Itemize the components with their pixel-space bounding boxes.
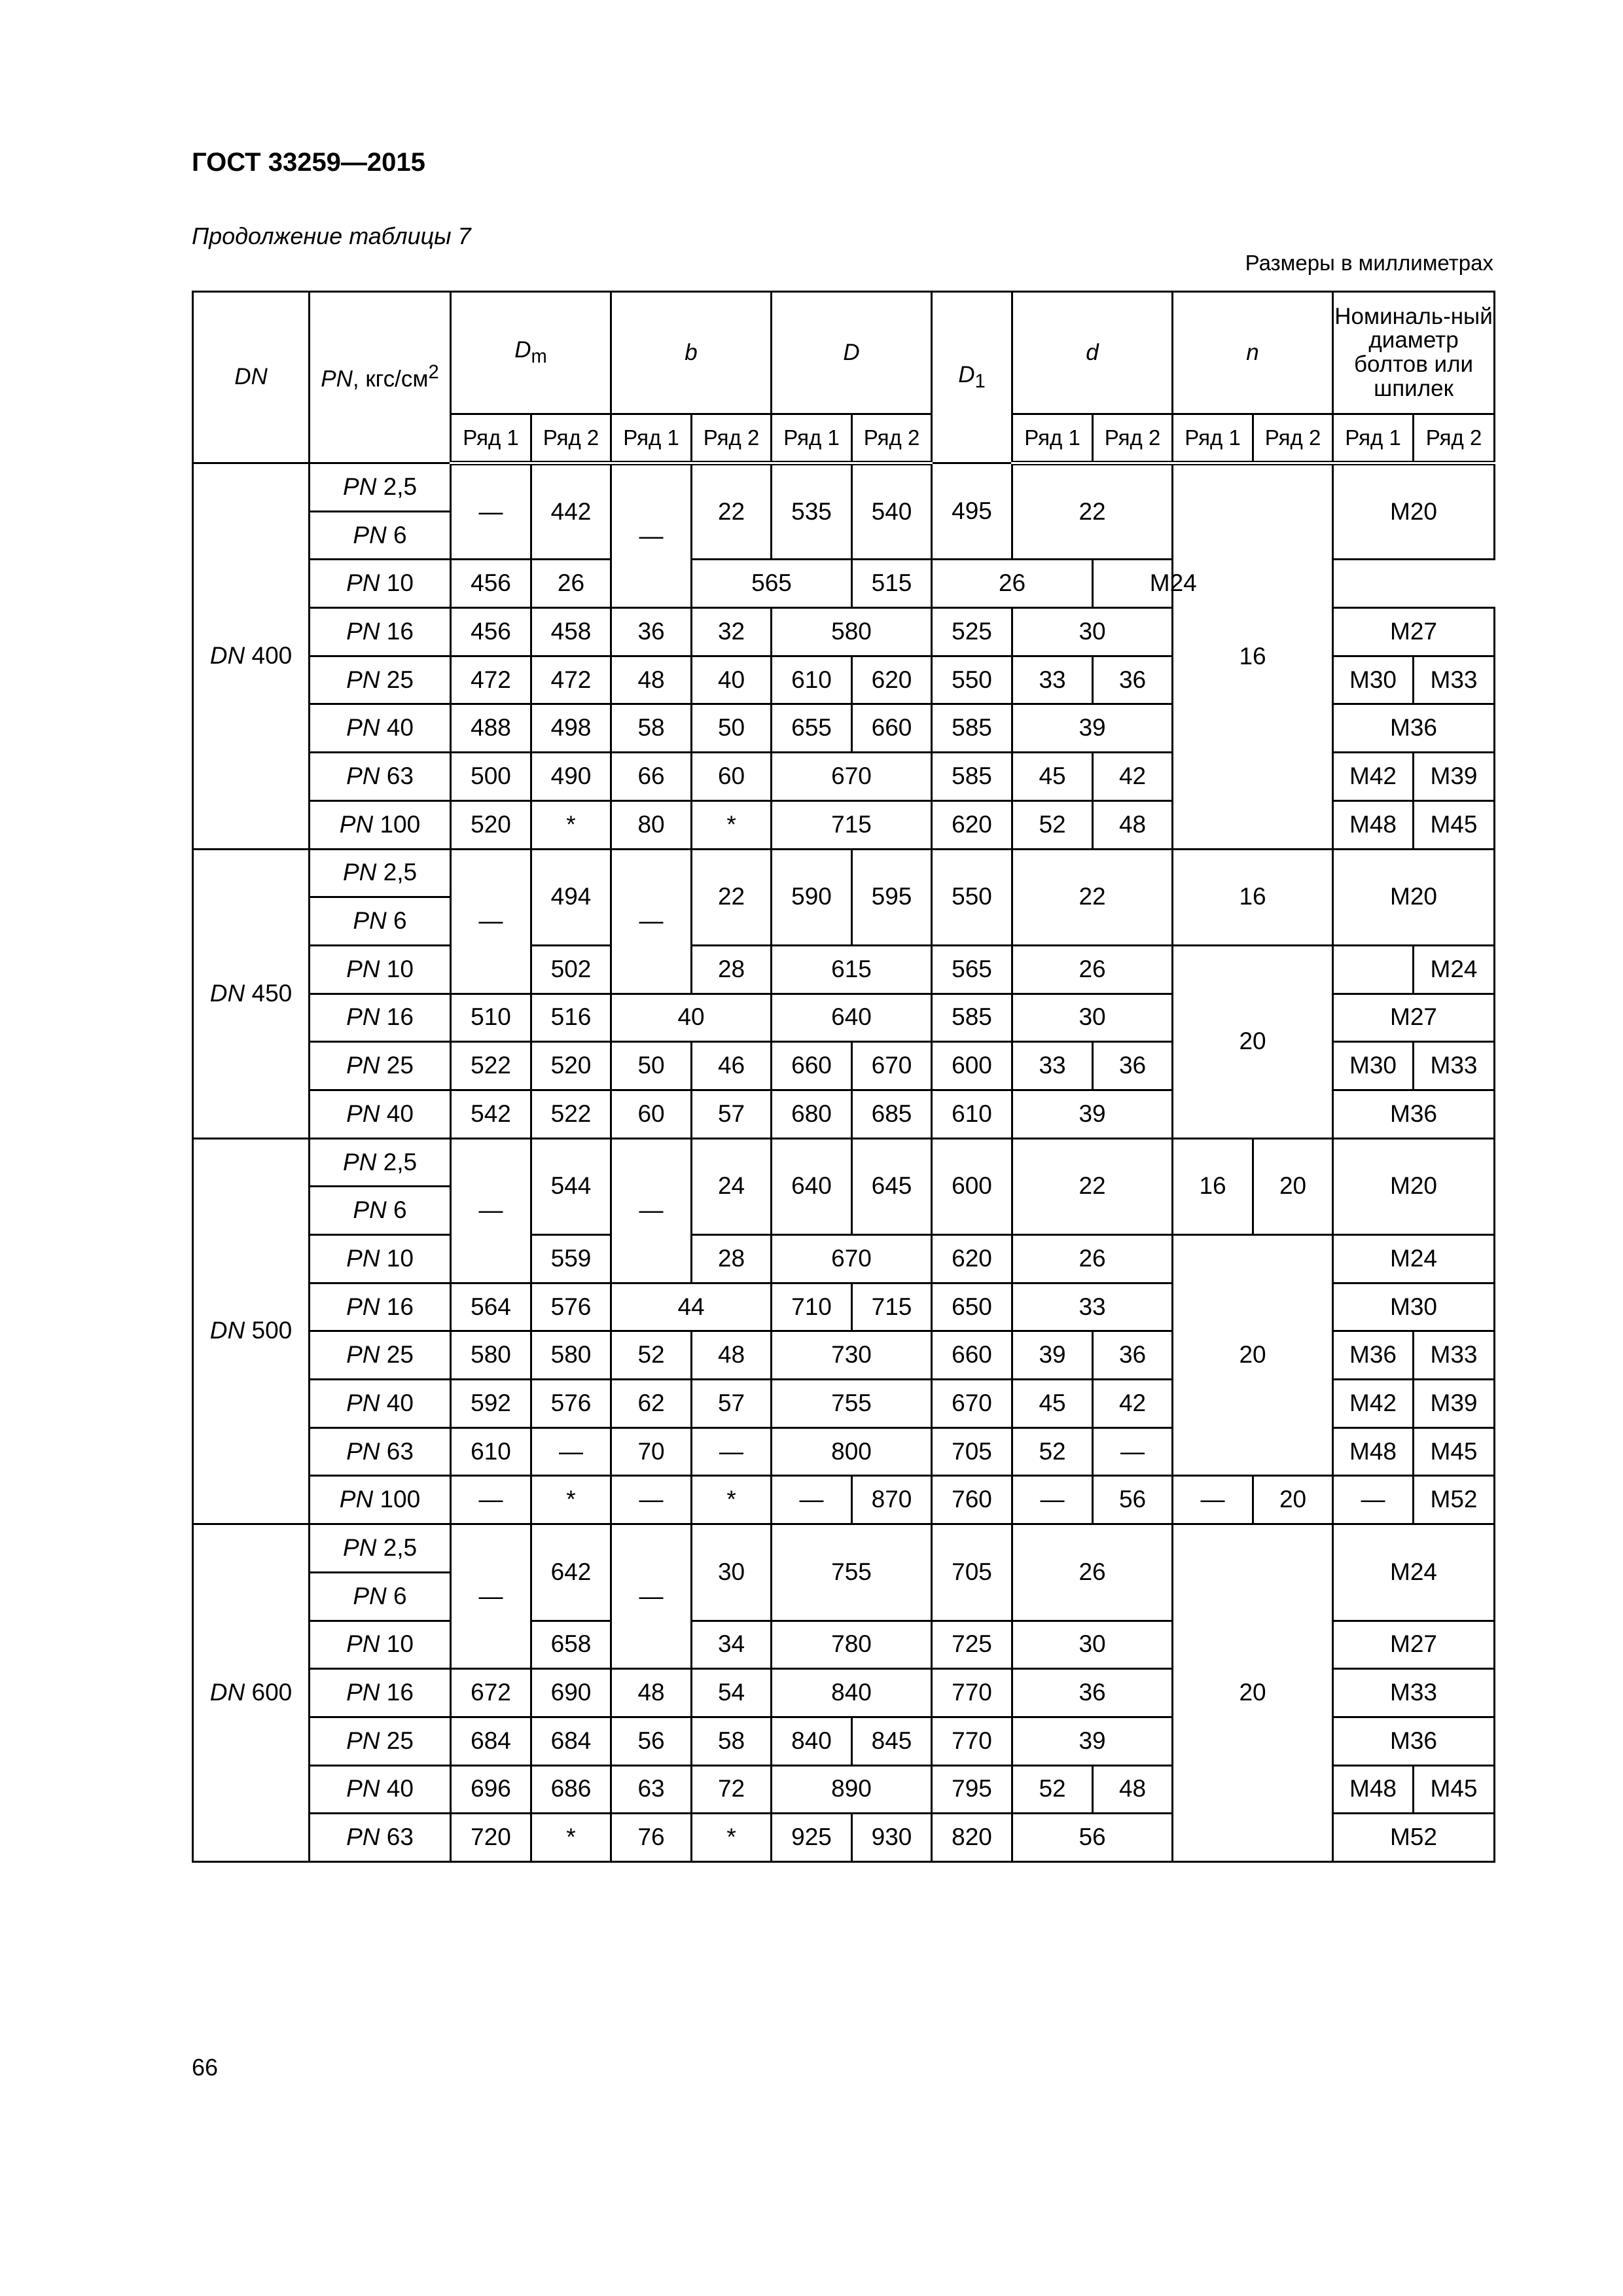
table-cell: 670 <box>772 1235 932 1283</box>
table-cell: * <box>692 800 772 849</box>
flange-dimensions-table <box>192 291 1495 1863</box>
table-cell: — <box>611 1524 692 1669</box>
table-cell: 725 <box>932 1621 1012 1669</box>
table-cell: 33 <box>1012 1283 1173 1331</box>
table-body <box>193 463 1495 1862</box>
table-cell: 760 <box>932 1476 1012 1524</box>
table-cell: 48 <box>611 1669 692 1717</box>
table-cell: — <box>772 1476 852 1524</box>
table-cell: 696 <box>451 1765 531 1814</box>
table-cell: M42 <box>1333 1380 1414 1428</box>
table-cell: 39 <box>1012 1331 1093 1380</box>
pn-cell: PN 2,5 <box>310 1524 451 1573</box>
table-cell: 620 <box>852 656 932 704</box>
table-cell: 442 <box>531 463 611 560</box>
table-cell: 56 <box>1093 1476 1173 1524</box>
table-cell: 684 <box>531 1717 611 1765</box>
table-cell: 488 <box>451 704 531 753</box>
table-cell: 670 <box>772 753 932 801</box>
table-cell: 890 <box>772 1765 932 1814</box>
table-cell: 36 <box>1093 1042 1173 1090</box>
table-row <box>193 463 1495 512</box>
table-cell: 520 <box>451 800 531 849</box>
table-cell: M48 <box>1333 1427 1414 1476</box>
table-row <box>193 1524 1495 1573</box>
table-cell: 615 <box>772 945 932 994</box>
table-cell: 76 <box>611 1814 692 1862</box>
table-cell: 48 <box>1093 800 1173 849</box>
table-cell: 36 <box>1093 1331 1173 1380</box>
table-cell: 22 <box>1012 849 1173 945</box>
pn-cell: PN 10 <box>310 1235 451 1283</box>
table-cell: 20 <box>1253 1476 1333 1524</box>
table-row <box>193 849 1495 897</box>
table-cell: 645 <box>852 1138 932 1234</box>
table-cell: 670 <box>932 1380 1012 1428</box>
table-cell: 472 <box>531 656 611 704</box>
table-cell: M20 <box>1333 849 1495 945</box>
table-cell: 22 <box>1012 1138 1173 1234</box>
table-cell: M27 <box>1333 608 1495 656</box>
table-cell: 498 <box>531 704 611 753</box>
table-cell: 456 <box>451 608 531 656</box>
header-row1: Ряд 1 <box>611 414 692 463</box>
table-row <box>193 1476 1495 1524</box>
table-cell: M33 <box>1414 1042 1495 1090</box>
table-cell: 595 <box>852 849 932 945</box>
table-cell: 580 <box>772 608 932 656</box>
table-cell: 30 <box>1012 608 1173 656</box>
table-cell: 540 <box>852 463 932 560</box>
table-cell: 520 <box>531 1042 611 1090</box>
table-cell: 925 <box>772 1814 852 1862</box>
table-cell: 600 <box>932 1138 1012 1234</box>
table-cell: * <box>692 1476 772 1524</box>
table-cell: 660 <box>932 1331 1012 1380</box>
table-cell: M30 <box>1333 656 1414 704</box>
table-cell: 72 <box>692 1765 772 1814</box>
table-cell: 22 <box>1012 463 1173 560</box>
table-cell: 30 <box>692 1524 772 1621</box>
table-cell: 20 <box>1253 1138 1333 1234</box>
table-cell: 48 <box>611 656 692 704</box>
table-cell: — <box>1093 1427 1173 1476</box>
header-row2: Ряд 2 <box>692 414 772 463</box>
table-cell: 660 <box>852 704 932 753</box>
table-cell: 33 <box>1012 656 1093 704</box>
table-cell: 20 <box>1173 1235 1333 1476</box>
table-cell: 46 <box>692 1042 772 1090</box>
table-cell: 500 <box>451 753 531 801</box>
table-cell: M36 <box>1333 1090 1495 1138</box>
table-cell: 40 <box>611 994 772 1042</box>
header-d1: $D_1$ <box>932 292 1012 463</box>
header-dn: DN <box>193 292 310 463</box>
table-cell: 800 <box>772 1427 932 1476</box>
table-cell: M24 <box>1414 945 1495 994</box>
table-cell: 580 <box>451 1331 531 1380</box>
table-cell: 42 <box>1093 753 1173 801</box>
table-cell: 715 <box>772 800 932 849</box>
table-cell: 755 <box>772 1380 932 1428</box>
pn-cell: PN 2,5 <box>310 1138 451 1187</box>
table-cell: M36 <box>1333 704 1495 753</box>
table-cell: 685 <box>852 1090 932 1138</box>
table-cell: 48 <box>692 1331 772 1380</box>
table-cell: 620 <box>932 1235 1012 1283</box>
table-cell: 516 <box>531 994 611 1042</box>
table-cell: 502 <box>531 945 611 994</box>
table-cell: 535 <box>772 463 852 560</box>
table-cell: 780 <box>772 1621 932 1669</box>
table-cell: * <box>531 800 611 849</box>
table-cell: 620 <box>932 800 1012 849</box>
table-cell: M45 <box>1414 1765 1495 1814</box>
table-cell: 63 <box>611 1765 692 1814</box>
table-cell: 20 <box>1173 1524 1333 1862</box>
table-cell: 680 <box>772 1090 852 1138</box>
table-cell: 24 <box>692 1138 772 1234</box>
table-cell: 515 <box>852 560 932 608</box>
table-cell: 26 <box>1012 1524 1173 1621</box>
table-cell: 820 <box>932 1814 1012 1862</box>
table-cell: 28 <box>692 945 772 994</box>
table-cell: M30 <box>1333 1042 1414 1090</box>
pn-cell: PN 6 <box>310 897 451 946</box>
table-cell: M48 <box>1333 800 1414 849</box>
pn-cell: PN 25 <box>310 1331 451 1380</box>
table-cell: 870 <box>852 1476 932 1524</box>
table-cell: 690 <box>531 1669 611 1717</box>
table-cell: 510 <box>451 994 531 1042</box>
table-cell: M42 <box>1333 753 1414 801</box>
table-cell: 494 <box>531 849 611 945</box>
table-cell: M27 <box>1333 1621 1495 1669</box>
pn-cell: PN 10 <box>310 560 451 608</box>
table-cell: 36 <box>611 608 692 656</box>
table-cell: — <box>531 1427 611 1476</box>
table-cell: M20 <box>1333 463 1495 560</box>
table-row <box>193 1138 1495 1187</box>
table-cell: M45 <box>1414 800 1495 849</box>
page-number: 66 <box>192 2054 219 2081</box>
pn-cell: PN 40 <box>310 704 451 753</box>
pn-cell: PN 40 <box>310 1090 451 1138</box>
table-cell: 39 <box>1012 704 1173 753</box>
table-cell: 576 <box>531 1283 611 1331</box>
table-cell: 36 <box>1093 656 1173 704</box>
table-cell: 44 <box>611 1283 772 1331</box>
table-cell: — <box>451 463 531 560</box>
table-cell: — <box>451 849 531 994</box>
table-cell: 658 <box>531 1621 611 1669</box>
header-bolt-diameter: Номиналь-ный диаметр болтов или шпилек <box>1333 292 1495 414</box>
table-cell: 30 <box>1012 1621 1173 1669</box>
table-cell: M27 <box>1333 994 1495 1042</box>
pn-cell: PN 63 <box>310 753 451 801</box>
table-cell: — <box>1333 1476 1414 1524</box>
table-cell: 60 <box>611 1090 692 1138</box>
table-cell: 36 <box>1012 1669 1173 1717</box>
pn-cell: PN 100 <box>310 1476 451 1524</box>
table-cell: 490 <box>531 753 611 801</box>
table-cell <box>1333 945 1414 994</box>
header-b: b <box>611 292 772 414</box>
table-cell: 672 <box>451 1669 531 1717</box>
table-cell: — <box>611 1138 692 1283</box>
table-cell: 642 <box>531 1524 611 1621</box>
table-cell: 50 <box>692 704 772 753</box>
table-cell: 26 <box>932 560 1093 608</box>
header-row1: Ряд 1 <box>1333 414 1414 463</box>
table-cell: 840 <box>772 1717 852 1765</box>
table-cell: 40 <box>692 656 772 704</box>
table-cell: 585 <box>932 704 1012 753</box>
table-cell: 456 <box>451 560 531 608</box>
table-cell: 565 <box>932 945 1012 994</box>
table-cell: 705 <box>932 1427 1012 1476</box>
table-cell: 57 <box>692 1090 772 1138</box>
header-row1: Ряд 1 <box>772 414 852 463</box>
table-cell: — <box>611 463 692 608</box>
table-cell: M33 <box>1333 1669 1495 1717</box>
table-cell: 550 <box>932 849 1012 945</box>
table-cell: 755 <box>772 1524 932 1621</box>
table-cell: 52 <box>1012 800 1093 849</box>
table-row <box>193 945 1495 994</box>
table-cell: 33 <box>1012 1042 1093 1090</box>
pn-cell: PN 100 <box>310 800 451 849</box>
table-cell: 640 <box>772 994 932 1042</box>
table-cell: 795 <box>932 1765 1012 1814</box>
table-cell: 580 <box>531 1331 611 1380</box>
table-cell: 26 <box>531 560 611 608</box>
table-cell: 32 <box>692 608 772 656</box>
table-cell: 670 <box>852 1042 932 1090</box>
header-row2: Ряд 2 <box>1253 414 1333 463</box>
table-cell: — <box>611 1476 692 1524</box>
table-cell: 16 <box>1173 849 1333 945</box>
pn-cell: PN 63 <box>310 1427 451 1476</box>
pn-cell: PN 2,5 <box>310 463 451 512</box>
table-cell: M33 <box>1414 656 1495 704</box>
table-cell: M48 <box>1333 1765 1414 1814</box>
table-cell: M39 <box>1414 753 1495 801</box>
pn-cell: PN 2,5 <box>310 849 451 897</box>
table-cell: M45 <box>1414 1427 1495 1476</box>
table-cell: 39 <box>1012 1717 1173 1765</box>
table-cell: 610 <box>932 1090 1012 1138</box>
table-cell: M30 <box>1333 1283 1495 1331</box>
table-cell: * <box>692 1814 772 1862</box>
pn-cell: PN 25 <box>310 1042 451 1090</box>
pn-cell: PN 16 <box>310 1283 451 1331</box>
table-cell: 525 <box>932 608 1012 656</box>
table-cell: 472 <box>451 656 531 704</box>
header-d-outer: D <box>772 292 932 414</box>
table-cell: M24 <box>1093 560 1253 608</box>
table-cell: 70 <box>611 1427 692 1476</box>
dn-cell: DN 400 <box>193 463 310 850</box>
header-row1: Ряд 1 <box>451 414 531 463</box>
header-row1: Ряд 1 <box>1173 414 1253 463</box>
table-cell: M33 <box>1414 1331 1495 1380</box>
table-cell: M39 <box>1414 1380 1495 1428</box>
table-cell: 52 <box>1012 1765 1093 1814</box>
table-cell: 710 <box>772 1283 852 1331</box>
table-cell: 45 <box>1012 1380 1093 1428</box>
table-cell: 48 <box>1093 1765 1173 1814</box>
table-header <box>193 292 1495 463</box>
header-row2: Ряд 2 <box>1093 414 1173 463</box>
table-row <box>193 1235 1495 1283</box>
table-cell: 550 <box>932 656 1012 704</box>
pn-cell: PN 40 <box>310 1765 451 1814</box>
pn-cell: PN 6 <box>310 1572 451 1621</box>
table-cell: 28 <box>692 1235 772 1283</box>
table-cell: 720 <box>451 1814 531 1862</box>
header-d-hole: d <box>1012 292 1173 414</box>
table-cell: 610 <box>772 656 852 704</box>
table-cell: 564 <box>451 1283 531 1331</box>
pn-cell: PN 25 <box>310 1717 451 1765</box>
table-cell: 686 <box>531 1765 611 1814</box>
pn-cell: PN 16 <box>310 1669 451 1717</box>
dn-cell: DN 600 <box>193 1524 310 1862</box>
table-cell: M24 <box>1333 1524 1495 1621</box>
table-cell: M36 <box>1333 1331 1414 1380</box>
table-cell: M36 <box>1333 1717 1495 1765</box>
table-cell: M52 <box>1333 1814 1495 1862</box>
header-row2: Ряд 2 <box>852 414 932 463</box>
pn-cell: PN 6 <box>310 1187 451 1235</box>
table-caption: Продолжение таблицы 7 <box>192 223 471 249</box>
dn-cell: DN 450 <box>193 849 310 1138</box>
pn-cell: PN 6 <box>310 511 451 560</box>
table-cell: 715 <box>852 1283 932 1331</box>
pn-cell: PN 40 <box>310 1380 451 1428</box>
table-cell: 650 <box>932 1283 1012 1331</box>
table-cell: 840 <box>772 1669 932 1717</box>
table-cell: 52 <box>611 1331 692 1380</box>
table-cell: 26 <box>1012 1235 1173 1283</box>
table-cell: 458 <box>531 608 611 656</box>
table-cell: 522 <box>531 1090 611 1138</box>
pn-cell: PN 16 <box>310 994 451 1042</box>
table-cell: — <box>692 1427 772 1476</box>
pn-cell: PN 10 <box>310 1621 451 1669</box>
table-cell: 16 <box>1173 463 1333 850</box>
table-cell: 592 <box>451 1380 531 1428</box>
table-cell: 42 <box>1093 1380 1173 1428</box>
table-cell: 585 <box>932 994 1012 1042</box>
header-dm: $D_m$ <box>451 292 611 414</box>
header-row2: Ряд 2 <box>531 414 611 463</box>
table-cell: 56 <box>611 1717 692 1765</box>
table-cell: 39 <box>1012 1090 1173 1138</box>
table-cell: — <box>451 1476 531 1524</box>
table-cell: 576 <box>531 1380 611 1428</box>
table-cell: M52 <box>1414 1476 1495 1524</box>
table-cell: 20 <box>1173 945 1333 1138</box>
table-cell: 495 <box>932 463 1012 560</box>
table-cell: 26 <box>1012 945 1173 994</box>
table-cell: — <box>451 1138 531 1283</box>
header-row2: Ряд 2 <box>1414 414 1495 463</box>
table-cell: 770 <box>932 1717 1012 1765</box>
table-cell: 22 <box>692 463 772 560</box>
table-cell: 660 <box>772 1042 852 1090</box>
table-cell: 640 <box>772 1138 852 1234</box>
table-cell: 770 <box>932 1669 1012 1717</box>
table-cell: 559 <box>531 1235 611 1283</box>
pn-cell: PN 10 <box>310 945 451 994</box>
table-cell: 544 <box>531 1138 611 1234</box>
table-cell: M24 <box>1333 1235 1495 1283</box>
table-cell: 34 <box>692 1621 772 1669</box>
table-cell: 600 <box>932 1042 1012 1090</box>
table-cell: — <box>451 1524 531 1669</box>
table-cell: 585 <box>932 753 1012 801</box>
table-cell: — <box>1012 1476 1093 1524</box>
table-cell: 58 <box>692 1717 772 1765</box>
table-cell: 62 <box>611 1380 692 1428</box>
table-cell: * <box>531 1814 611 1862</box>
table-cell: 542 <box>451 1090 531 1138</box>
header-n: n <box>1173 292 1333 414</box>
header-pn: PN, кгс/$см^2$ <box>310 292 451 463</box>
units-note: Размеры в миллиметрах <box>1245 251 1493 275</box>
table-cell: 610 <box>451 1427 531 1476</box>
table-cell: 684 <box>451 1717 531 1765</box>
table-cell: — <box>611 849 692 994</box>
table-cell: 30 <box>1012 994 1173 1042</box>
table-cell: * <box>531 1476 611 1524</box>
table-cell: 66 <box>611 753 692 801</box>
dn-cell: DN 500 <box>193 1138 310 1524</box>
table-cell: 45 <box>1012 753 1093 801</box>
pn-cell: PN 16 <box>310 608 451 656</box>
table-cell: 730 <box>772 1331 932 1380</box>
table-cell: 58 <box>611 704 692 753</box>
table-cell: 930 <box>852 1814 932 1862</box>
table-cell: M20 <box>1333 1138 1495 1234</box>
table-cell: 54 <box>692 1669 772 1717</box>
table-cell: 50 <box>611 1042 692 1090</box>
pn-cell: PN 63 <box>310 1814 451 1862</box>
table-cell: 80 <box>611 800 692 849</box>
document-title: ГОСТ 33259—2015 <box>192 148 425 177</box>
table-cell: 590 <box>772 849 852 945</box>
table-cell: 565 <box>692 560 852 608</box>
table-cell: 22 <box>692 849 772 945</box>
header-row1: Ряд 1 <box>1012 414 1093 463</box>
table-cell: 60 <box>692 753 772 801</box>
table-cell: 705 <box>932 1524 1012 1621</box>
table-cell: 522 <box>451 1042 531 1090</box>
table-cell: 845 <box>852 1717 932 1765</box>
table-cell: 57 <box>692 1380 772 1428</box>
table-cell: 52 <box>1012 1427 1093 1476</box>
pn-cell: PN 25 <box>310 656 451 704</box>
table-cell: — <box>1173 1476 1253 1524</box>
table-cell: 56 <box>1012 1814 1173 1862</box>
table-cell: 655 <box>772 704 852 753</box>
table-cell: 16 <box>1173 1138 1253 1234</box>
